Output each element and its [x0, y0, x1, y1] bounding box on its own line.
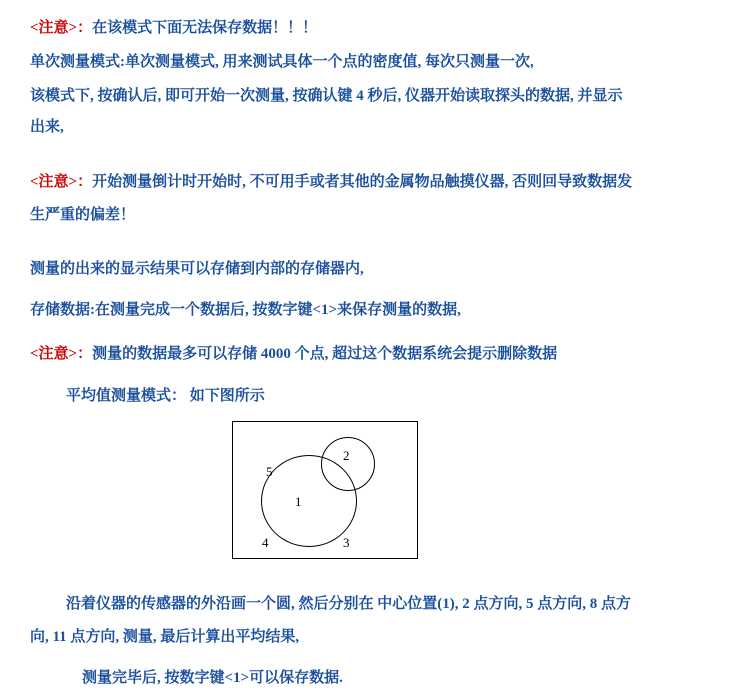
paragraph-text: 开始测量倒计时开始时, 不可用手或者其他的金属物品触摸仪器, 否则回导致数据发	[92, 174, 633, 190]
paragraph-single-measure-detail-2	[30, 117, 64, 139]
paragraph-average-mode-desc	[30, 594, 631, 616]
diagram-frame	[232, 421, 418, 559]
paragraph-single-measure-detail	[30, 86, 623, 108]
paragraph-note-no-save	[30, 18, 317, 40]
paragraph-store-data	[30, 300, 461, 322]
paragraph-text: 该模式下, 按确认后, 即可开始一次测量, 按确认键 4 秒后, 仪器开始读取探头的数据, 并显示	[30, 88, 623, 104]
paragraph-text: 在该模式下面无法保存数据！！！	[92, 20, 318, 36]
diagram-label-two-oclock: 2	[343, 448, 350, 463]
paragraph-text: 向, 11 点方向, 测量, 最后计算出平均结果,	[30, 629, 300, 645]
paragraph-note-countdown-2	[30, 205, 135, 227]
secondary-circle	[321, 437, 375, 491]
note-marker: <注意>：	[30, 174, 93, 190]
paragraph-after-measure	[30, 668, 343, 690]
diagram-label-three-oclock: 3	[343, 535, 350, 550]
diagram-label-center: 1	[295, 494, 302, 509]
diagram-label-four-oclock: 4	[262, 535, 269, 550]
paragraph-text: 测量的数据最多可以存储 4000 个点, 超过这个数据系统会提示删除数据	[92, 346, 558, 362]
note-marker: <注意>：	[30, 20, 93, 36]
paragraph-single-measure-mode	[30, 52, 534, 74]
paragraph-note-countdown	[30, 172, 632, 194]
paragraph-text: 平均值测量模式： 如下图所示	[66, 388, 265, 404]
measurement-points-diagram	[232, 421, 418, 559]
paragraph-average-mode-desc-2	[30, 627, 299, 649]
paragraph-note-capacity	[30, 344, 557, 366]
paragraph-text: 出来,	[30, 119, 64, 135]
paragraph-text: 生严重的偏差！	[30, 207, 136, 223]
paragraph-text: 存储数据:在测量完成一个数据后, 按数字键<1>来保存测量的数据,	[30, 302, 461, 318]
paragraph-average-mode-title	[30, 386, 265, 408]
note-marker: <注意>：	[30, 346, 93, 362]
paragraph-store-result	[30, 259, 364, 281]
paragraph-text: 测量完毕后, 按数字键<1>可以保存数据.	[82, 670, 343, 686]
paragraph-text: 测量的出来的显示结果可以存储到内部的存储器内,	[30, 261, 364, 277]
paragraph-text: 沿着仪器的传感器的外沿画一个圆, 然后分别在 中心位置(1), 2 点方向, 5 点方向, 8 点方	[66, 596, 631, 612]
paragraph-text: 单次测量模式:单次测量模式, 用来测试具体一个点的密度值, 每次只测量一次,	[30, 54, 534, 70]
diagram-label-five-oclock: 5	[266, 464, 273, 479]
